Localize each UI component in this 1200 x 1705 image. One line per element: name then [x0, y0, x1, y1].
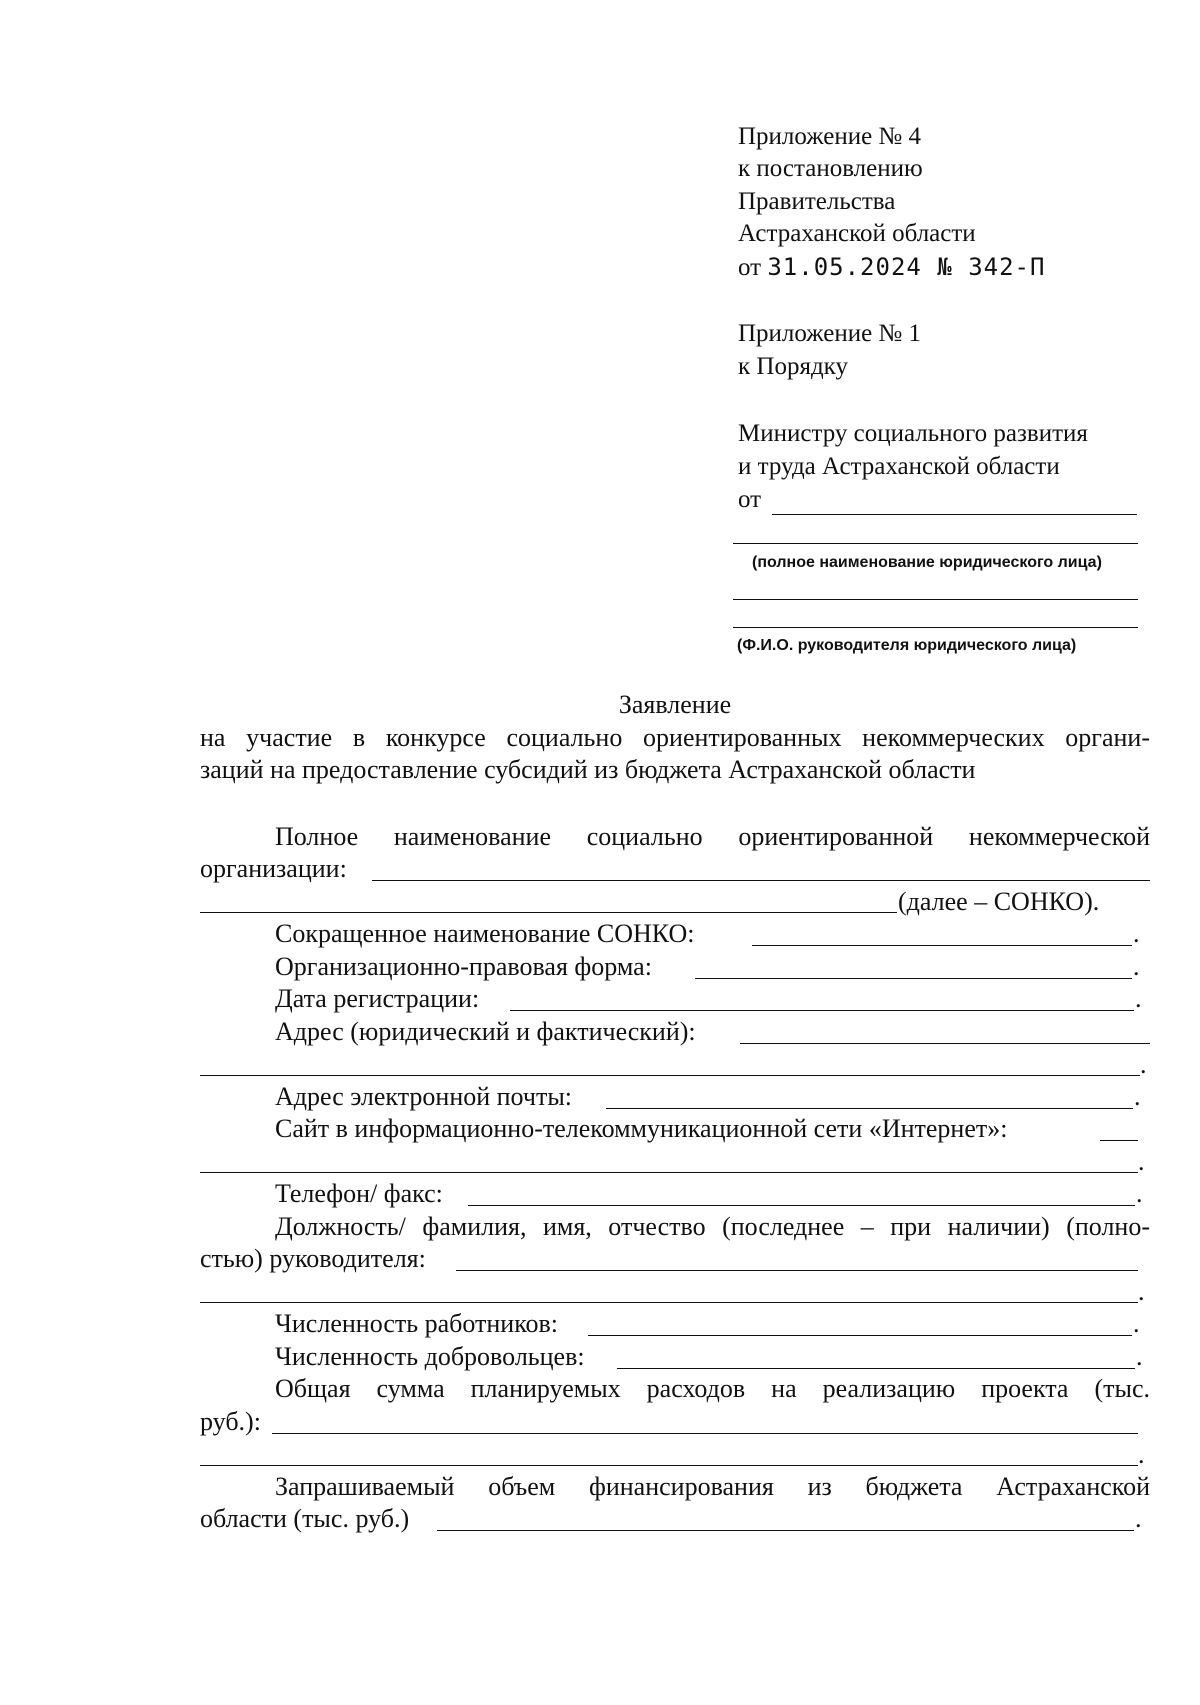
appendix-number: Приложение № 4: [738, 123, 922, 150]
org-name-blank-line[interactable]: [733, 543, 1138, 544]
address-period: .: [1140, 1050, 1147, 1079]
head-position-period: .: [1138, 1277, 1145, 1306]
requested-funding-period: .: [1135, 1504, 1142, 1533]
short-name-period: .: [1133, 919, 1140, 948]
title-subtitle-line-2: заций на предоставление субсидий из бюджета Астраханской области: [200, 755, 976, 784]
phone-fax-period: .: [1136, 1179, 1143, 1208]
website-blank-line-2[interactable]: [200, 1172, 1138, 1173]
appendix-government: Правительства: [738, 188, 896, 215]
from-label: от: [738, 486, 762, 513]
short-name-blank-line[interactable]: [752, 945, 1132, 946]
total-expenses-period: .: [1138, 1440, 1145, 1469]
total-expenses-label-line-2: руб.):: [200, 1407, 261, 1436]
head-position-label-line-2: стью) руководителя:: [200, 1244, 426, 1273]
hereinafter-label: (далее – СОНКО).: [898, 887, 1100, 916]
email-period: .: [1134, 1082, 1141, 1111]
requested-funding-label-line-2: области (тыс. руб.): [200, 1504, 410, 1533]
head-position-blank-line-2[interactable]: [200, 1302, 1138, 1303]
address-blank-line-2[interactable]: [200, 1075, 1140, 1076]
website-blank-line-1[interactable]: [1100, 1140, 1138, 1141]
phone-fax-blank-line[interactable]: [468, 1205, 1135, 1206]
full-name-label-line-2: организации:: [200, 854, 347, 883]
full-name-blank-line-2[interactable]: [200, 912, 897, 913]
resolution-date-number: [738, 251, 1045, 284]
employees-period: .: [1133, 1309, 1140, 1338]
head-name-caption: (Ф.И.О. руководителя юридического лица): [737, 637, 1077, 654]
requested-funding-label-line-1: Запрашиваемый объем финансирования из бюджета Астраханской: [275, 1472, 1150, 1501]
email-label: Адрес электронной почты:: [275, 1082, 573, 1111]
org-name-caption: (полное наименование юридического лица): [752, 554, 1102, 571]
volunteers-period: .: [1136, 1342, 1143, 1371]
registration-date-blank-line[interactable]: [510, 1010, 1134, 1011]
resolution-date: 31.05.2024 № 342-П: [767, 253, 1046, 281]
appendix-to-resolution: к постановлению: [738, 155, 923, 182]
registration-date-period: .: [1135, 984, 1142, 1013]
addressee-line-2: и труда Астраханской области: [738, 453, 1060, 480]
full-name-label-line-1: Полное наименование социально ориентированной некоммерческой: [275, 822, 1150, 851]
total-expenses-blank-line-2[interactable]: [200, 1465, 1138, 1466]
volunteers-label: Численность добровольцев:: [275, 1342, 585, 1371]
short-name-label: Сокращенное наименование СОНКО:: [275, 919, 695, 948]
from-blank-line[interactable]: [772, 514, 1137, 515]
requested-funding-blank-line[interactable]: [437, 1530, 1134, 1531]
website-label: Сайт в информационно-телекоммуникационной сети «Интернет»:: [275, 1114, 1008, 1143]
address-blank-line-1[interactable]: [740, 1043, 1150, 1044]
address-label: Адрес (юридический и фактический):: [275, 1017, 696, 1046]
total-expenses-label-line-1: Общая сумма планируемых расходов на реализацию проекта (тыс.: [275, 1374, 1150, 1403]
registration-date-label: Дата регистрации:: [275, 984, 480, 1013]
title-subtitle-line-1: на участие в конкурсе социально ориентированных некоммерческих органи-: [200, 723, 1150, 752]
phone-fax-label: Телефон/ факс:: [275, 1179, 443, 1208]
addressee-line-1: Министру социального развития: [738, 420, 1088, 447]
total-expenses-blank-line-1[interactable]: [272, 1433, 1138, 1434]
website-period: .: [1138, 1147, 1145, 1176]
legal-form-blank-line[interactable]: [695, 978, 1132, 979]
date-prefix: от: [738, 254, 762, 281]
head-name-blank-line-2[interactable]: [733, 627, 1138, 628]
head-position-blank-line-1[interactable]: [456, 1270, 1138, 1271]
volunteers-blank-line[interactable]: [617, 1368, 1135, 1369]
order-appendix-to: к Порядку: [738, 353, 848, 380]
order-appendix-number: Приложение № 1: [738, 320, 922, 347]
head-position-label-line-1: Должность/ фамилия, имя, отчество (последнее – при наличии) (полно-: [275, 1212, 1150, 1241]
full-name-blank-line-1[interactable]: [372, 880, 1150, 881]
employees-blank-line[interactable]: [588, 1335, 1132, 1336]
legal-form-period: .: [1133, 952, 1140, 981]
appendix-region: Астраханской области: [738, 220, 976, 247]
document-title: Заявление: [618, 690, 732, 719]
head-name-blank-line-1[interactable]: [733, 599, 1138, 600]
legal-form-label: Организационно-правовая форма:: [275, 952, 652, 981]
employees-label: Численность работников:: [275, 1309, 559, 1338]
email-blank-line[interactable]: [606, 1108, 1133, 1109]
